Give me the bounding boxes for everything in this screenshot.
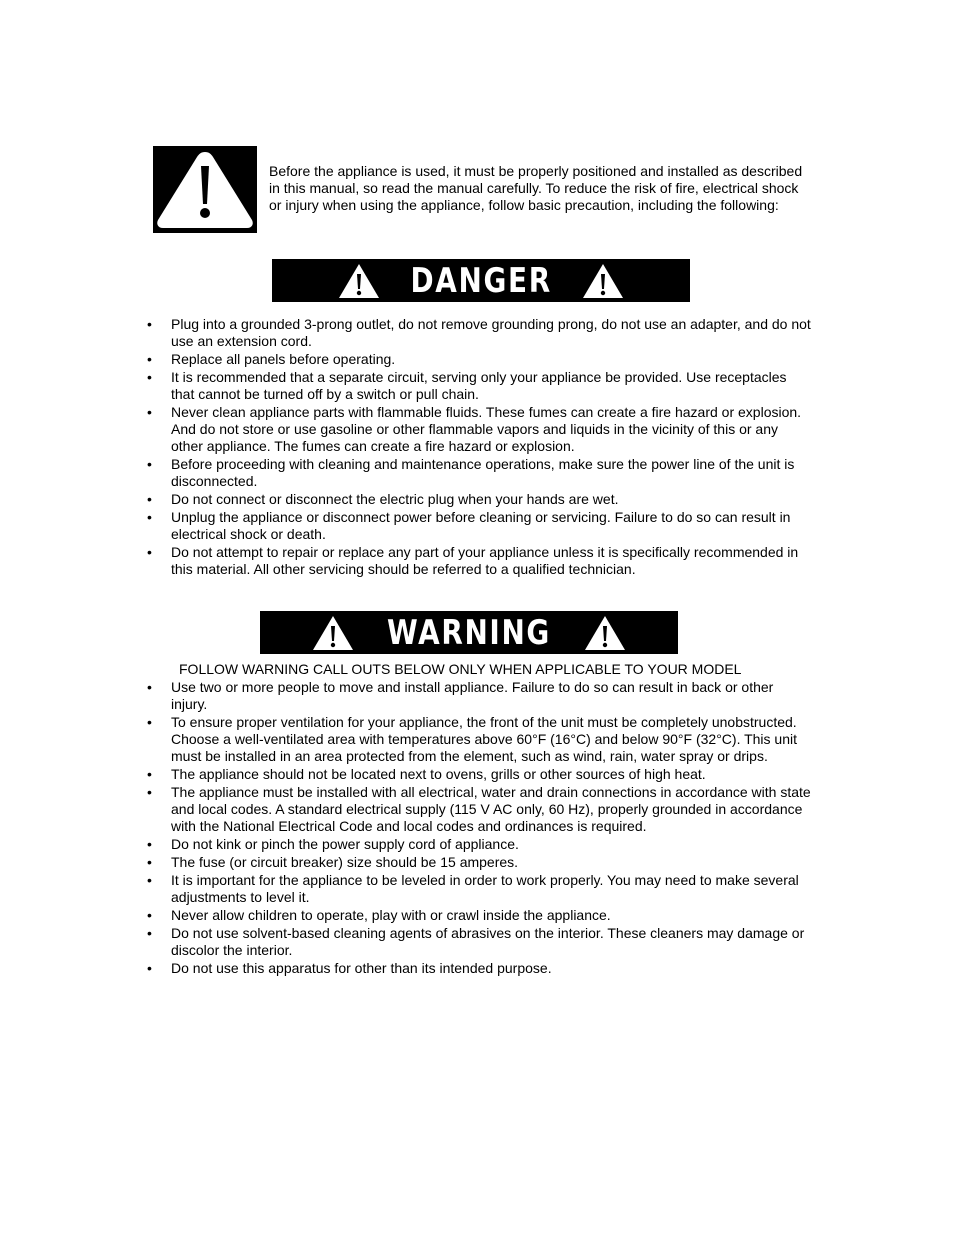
warning-list bbox=[171, 679, 811, 978]
warning-triangle-icon bbox=[581, 262, 625, 300]
warning-subhead: FOLLOW WARNING CALL OUTS BELOW ONLY WHEN APPLICABLE TO YOUR MODEL bbox=[179, 661, 742, 677]
list-item: • Never allow children to operate, play with or crawl inside the appliance. bbox=[171, 907, 811, 924]
list-item: • Do not attempt to repair or replace any part of your appliance unless it is specifically recommended in this material. All other servicing should be referred to a qualified technician. bbox=[171, 544, 811, 578]
list-item: • Do not use this apparatus for other than its intended purpose. bbox=[171, 960, 811, 977]
list-item: • Replace all panels before operating. bbox=[171, 351, 811, 368]
list-item: • Before proceeding with cleaning and maintenance operations, make sure the power line of the unit is disconnected. bbox=[171, 456, 811, 490]
list-item: • The appliance should not be located next to ovens, grills or other sources of high heat. bbox=[171, 766, 811, 783]
list-item: • The appliance must be installed with all electrical, water and drain connections in accordance with state and local codes. A standard electrical supply (115 V AC only, 60 Hz), properly grounded in accordance with the National Electrical Code and local codes and ordinances is required. bbox=[171, 784, 811, 835]
intro-text: Before the appliance is used, it must be properly positioned and installed as described in this manual, so read the manual carefully. To reduce the risk of fire, electrical shock or injury when using the appliance, follow basic precaution, including the following: bbox=[269, 163, 803, 213]
danger-list bbox=[171, 316, 811, 579]
list-item: • Unplug the appliance or disconnect power before cleaning or servicing. Failure to do so can result in electrical shock or death. bbox=[171, 509, 811, 543]
list-item: • Do not kink or pinch the power supply cord of appliance. bbox=[171, 836, 811, 853]
list-item: • It is recommended that a separate circuit, serving only your appliance be provided. Use receptacles that cannot be turned off by a switch or pull chain. bbox=[171, 369, 811, 403]
list-item: • The fuse (or circuit breaker) size should be 15 amperes. bbox=[171, 854, 811, 871]
list-item: • Never clean appliance parts with flammable fluids. These fumes can create a fire hazard or explosion. And do not store or use gasoline or other flammable vapors and liquids in the vicinity of this or any other appliance. The fumes can create a fire hazard or explosion. bbox=[171, 404, 811, 455]
danger-banner bbox=[272, 259, 690, 302]
warning-triangle-icon bbox=[583, 614, 627, 652]
list-item: • Use two or more people to move and install appliance. Failure to do so can result in back or other injury. bbox=[171, 679, 811, 713]
danger-label: DANGER bbox=[410, 260, 552, 301]
list-item: • Do not connect or disconnect the electric plug when your hands are wet. bbox=[171, 491, 811, 508]
warning-triangle-icon bbox=[311, 614, 355, 652]
list-item: • Do not use solvent-based cleaning agents of abrasives on the interior. These cleaners may damage or discolor the interior. bbox=[171, 925, 811, 959]
list-item: • It is important for the appliance to be leveled in order to work properly. You may need to make several adjustments to level it. bbox=[171, 872, 811, 906]
list-item: • To ensure proper ventilation for your appliance, the front of the unit must be completely unobstructed. Choose a well-ventilated area with temperatures above 60°F (16°C) and below 90°F (32°C). This unit must be installed in an area protected from the element, such as wind, rain, water spray or drips. bbox=[171, 714, 811, 765]
list-item: • Plug into a grounded 3-prong outlet, do not remove grounding prong, do not use an adapter, and do not use an extension cord. bbox=[171, 316, 811, 350]
warning-label: WARNING bbox=[387, 612, 551, 653]
warning-banner bbox=[260, 611, 678, 654]
warning-triangle-icon bbox=[337, 262, 381, 300]
exclamation-triangle-icon bbox=[153, 146, 257, 233]
